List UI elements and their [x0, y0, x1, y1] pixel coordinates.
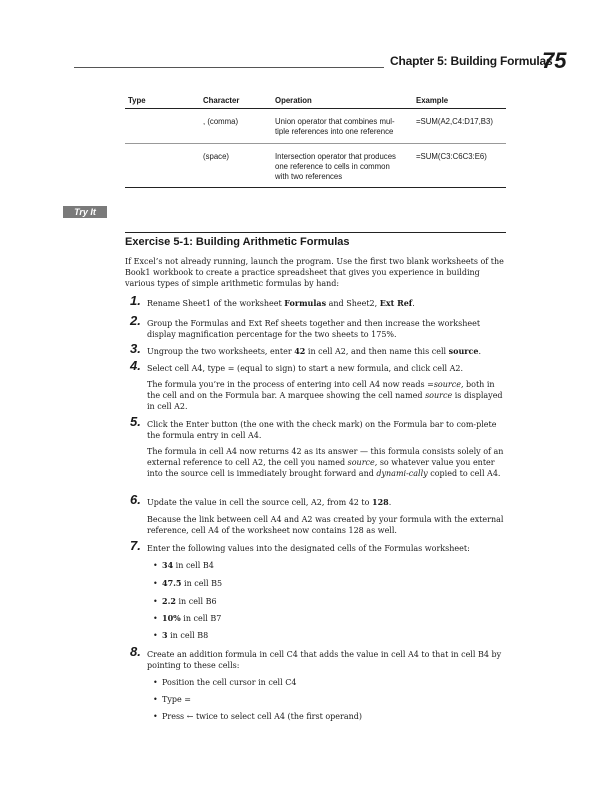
cell-example: =SUM(C3:C6C3:E6)	[416, 152, 487, 161]
step-text: Enter the following values into the designated cells of the Formulas worksheet:	[147, 544, 470, 553]
step-text: Click the Enter button (the one with the check mark) on the Formula bar to com-plete the formula entry in cell A4.	[147, 420, 497, 440]
list-item: • 47.5 in cell B5	[162, 578, 222, 589]
list-item: • Position the cell cursor in cell C4	[162, 677, 296, 688]
step-5	[130, 414, 510, 441]
cell-operation: Intersection operator that produces one reference to cells in common with two references	[275, 152, 396, 181]
list-item: • 3 in cell B8	[162, 630, 208, 641]
cell-character: (space)	[203, 152, 229, 161]
step-4-note: The formula you’re in the process of entering into cell A4 now reads =source, both in the cell and on the Formula bar. A marquee showing the cell named source is displayed in cell A2.	[147, 380, 503, 411]
chapter-title: Chapter 5: Building Formulas	[390, 54, 553, 68]
table-row	[125, 109, 506, 144]
step-text: Create an addition formula in cell C4 that adds the value in cell A4 to that in cell B4 by pointing to these cells:	[147, 650, 502, 670]
step-text: Select cell A4, type = (equal to sign) to start a new formula, and click cell A2.	[147, 364, 464, 373]
step-number: 7.	[130, 538, 141, 553]
table-row	[125, 144, 506, 188]
step-3	[130, 341, 510, 357]
step-text: Ungroup the two worksheets, enter 42 in cell A2, and then name this cell source.	[147, 346, 481, 356]
col-header-example: Example	[416, 96, 449, 105]
step-7	[130, 538, 510, 554]
try-it-tab: Try It	[63, 206, 107, 218]
step-number: 5.	[130, 414, 141, 429]
step-text: Update the value in cell the source cell, A2, from 42 to 128.	[147, 497, 392, 507]
list-item: • 10% in cell B7	[162, 613, 221, 624]
list-item: • 34 in cell B4	[162, 560, 214, 571]
exercise-rule	[125, 232, 506, 233]
step-number: 2.	[130, 313, 141, 328]
table-header-row	[125, 96, 506, 109]
list-item: • Type =	[162, 694, 191, 705]
step-number: 4.	[130, 358, 141, 373]
cell-operation: Union operator that combines mul- tiple references into one reference	[275, 117, 395, 136]
operator-table	[125, 96, 506, 188]
col-header-operation: Operation	[275, 96, 312, 105]
col-header-character: Character	[203, 96, 240, 105]
step-8	[130, 644, 510, 671]
step-1	[130, 293, 510, 309]
step-2	[130, 313, 510, 340]
cell-character: , (comma)	[203, 117, 239, 126]
step-text: Group the Formulas and Ext Ref sheets together and then increase the worksheet display magnification percentage for the two sheets to 175%.	[147, 319, 481, 339]
step-number: 3.	[130, 341, 141, 356]
step-text: Rename Sheet1 of the worksheet Formulas and Sheet2, Ext Ref.	[147, 298, 415, 308]
step-4	[130, 358, 510, 374]
header-rule	[74, 67, 384, 68]
exercise-intro: If Excel’s not already running, launch the program. Use the first two blank worksheets of the Book1 workbook to create a practice spreadsheet that gives you experience in building various types of simple arithmetic formulas by hand:	[125, 257, 504, 288]
step-number: 6.	[130, 492, 141, 507]
step-number: 8.	[130, 644, 141, 659]
col-header-type: Type	[128, 96, 146, 105]
list-item: • Press ← twice to select cell A4 (the first operand)	[162, 711, 362, 722]
exercise-title: Exercise 5-1: Building Arithmetic Formulas	[125, 236, 350, 248]
step-number: 1.	[130, 293, 141, 308]
page-number: 75	[542, 48, 567, 73]
cell-example: =SUM(A2,C4:D17,B3)	[416, 117, 493, 126]
step-5-note: The formula in cell A4 now returns 42 as its answer — this formula consists solely of an external reference to cell A2, the cell you named source, so whatever value you enter into the source cell is immediately brought forward and dynami-cally copied to cell A4.	[147, 447, 504, 478]
step-6-note: Because the link between cell A4 and A2 was created by your formula with the external reference, cell A4 of the worksheet now contains 128 as well.	[147, 515, 504, 535]
step-6	[130, 492, 510, 508]
list-item: • 2.2 in cell B6	[162, 596, 217, 607]
